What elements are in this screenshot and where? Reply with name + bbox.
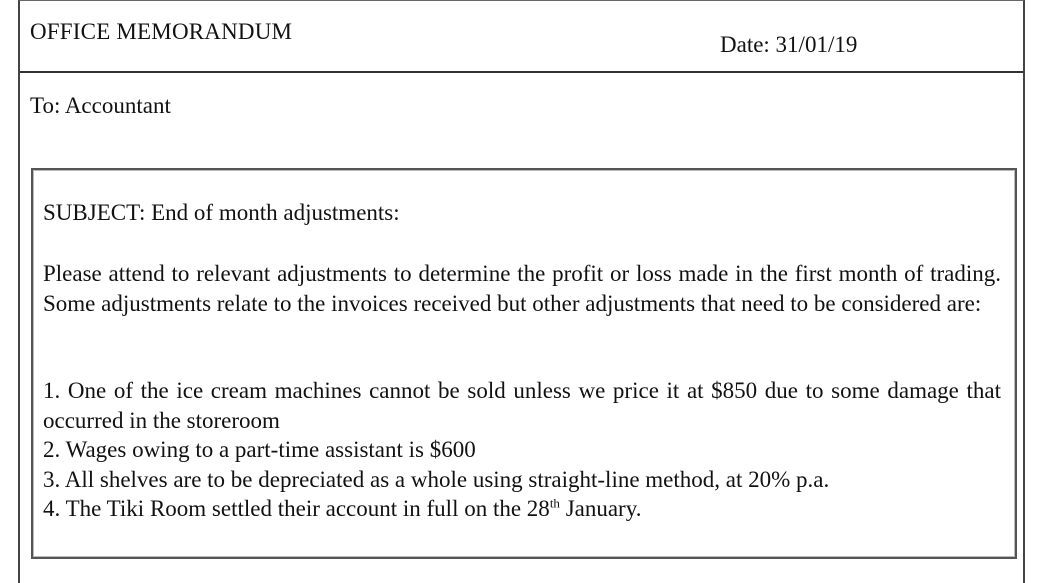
memo-title: OFFICE MEMORANDUM [30, 19, 293, 44]
adjustment-item-1: 1. One of the ice cream machines cannot be sold unless we price it at $850 due to some damage that occurred in the storeroom [43, 378, 1001, 433]
adjustment-list [43, 376, 1001, 524]
memo-date: Date: 31/01/19 [720, 32, 858, 57]
adjustment-item-2: 2. Wages owing to a part-time assistant is $600 [43, 437, 476, 462]
memo-frame [18, 0, 1025, 583]
adjustment-item-3: 3. All shelves are to be depreciated as a whole using straight-line method, at 20% p.a. [43, 466, 830, 492]
memo-subject: SUBJECT: End of month adjustments: [43, 200, 400, 225]
item4-text: 4. The Tiki Room settled their account in full on the 28 [43, 496, 550, 521]
adjustment-item-4 [43, 494, 1001, 524]
subject-box [31, 168, 1017, 559]
memo-recipient: To: Accountant [30, 93, 171, 118]
memo-header [20, 1, 1023, 73]
item4-superscript: th [549, 495, 560, 511]
memo-body-paragraph: Please attend to relevant adjustments to determine the profit or loss made in the first month of trading. Some adjustments relate to the invoices received but other adjustments that need to be considered are: [43, 261, 1001, 316]
item4-text-end: January. [559, 496, 642, 521]
